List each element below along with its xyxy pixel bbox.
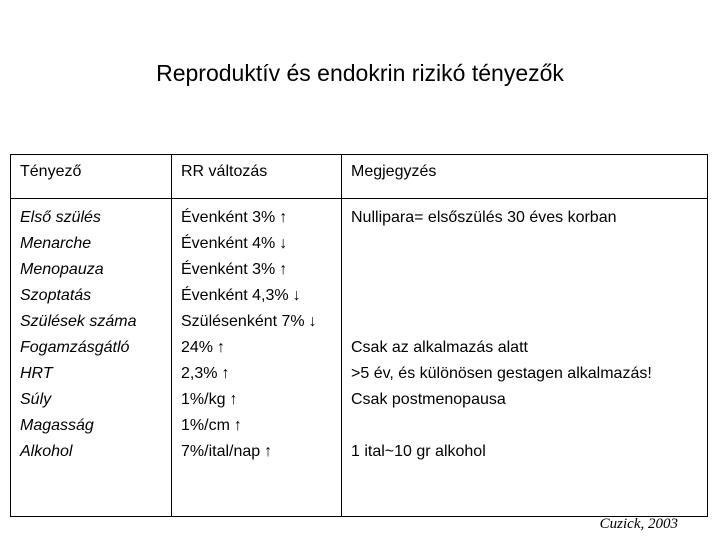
table-body-row xyxy=(11,199,708,517)
header-note: Megjegyzés xyxy=(342,155,708,199)
note-item: 1 ital~10 gr alkohol xyxy=(351,443,486,460)
note-item: >5 év, és különösen gestagen alkalmazás! xyxy=(351,365,652,382)
citation: Cuzick, 2003 xyxy=(599,516,678,532)
arrow-down-icon: ↓ xyxy=(308,313,317,330)
rr-change-value: Évenként 4% xyxy=(181,235,276,252)
note-column xyxy=(342,199,708,517)
rr-change-value: Szülésenként 7% xyxy=(181,313,305,330)
table-header-row xyxy=(11,155,708,199)
factor-item: Fogamzásgátló xyxy=(20,339,130,356)
rr-change-column xyxy=(172,199,342,517)
rr-change-item xyxy=(181,387,341,413)
note-item xyxy=(351,257,707,283)
rr-change-value: Évenként 4,3% xyxy=(181,287,289,304)
arrow-up-icon: ↑ xyxy=(279,209,288,226)
note-item xyxy=(351,309,707,335)
rr-change-value: Évenként 3% xyxy=(181,261,276,278)
note-item xyxy=(351,231,707,257)
note-item xyxy=(351,413,707,439)
header-rr-change: RR változás xyxy=(172,155,342,199)
factor-item: Szülések száma xyxy=(20,313,137,330)
note-item: Csak postmenopausa xyxy=(351,391,506,408)
rr-change-item xyxy=(181,413,341,439)
risk-factor-table xyxy=(10,154,708,517)
arrow-down-icon: ↓ xyxy=(279,235,288,252)
rr-change-item xyxy=(181,283,341,309)
rr-change-item xyxy=(181,439,341,465)
rr-change-value: 7%/ital/nap xyxy=(181,443,261,460)
factor-item: Menarche xyxy=(20,235,92,252)
rr-change-value: 2,3% xyxy=(181,365,218,382)
rr-change-item xyxy=(181,231,341,257)
rr-change-value: 1%/cm xyxy=(181,417,230,434)
factor-item: Magasság xyxy=(20,417,94,434)
arrow-up-icon: ↑ xyxy=(264,443,273,460)
rr-change-item xyxy=(181,309,341,335)
arrow-up-icon: ↑ xyxy=(221,365,230,382)
arrow-up-icon: ↑ xyxy=(279,261,288,278)
rr-change-item xyxy=(181,335,341,361)
factor-item: Szoptatás xyxy=(20,287,92,304)
arrow-up-icon: ↑ xyxy=(229,391,238,408)
arrow-down-icon: ↓ xyxy=(292,287,301,304)
rr-change-value: 1%/kg xyxy=(181,391,226,408)
note-item xyxy=(351,283,707,309)
factor-item: Alkohol xyxy=(20,443,73,460)
rr-change-item xyxy=(181,257,341,283)
note-item: Csak az alkalmazás alatt xyxy=(351,339,528,356)
rr-change-item xyxy=(181,205,341,231)
factor-column xyxy=(11,199,172,517)
factor-item: HRT xyxy=(20,365,53,382)
arrow-up-icon: ↑ xyxy=(233,417,242,434)
note-item: Nullipara= elsőszülés 30 éves korban xyxy=(351,209,617,226)
header-factor: Tényező xyxy=(11,155,172,199)
factor-item: Első szülés xyxy=(20,209,101,226)
rr-change-value: Évenként 3% xyxy=(181,209,276,226)
factor-item: Súly xyxy=(20,391,52,408)
factor-item: Menopauza xyxy=(20,261,104,278)
rr-change-item xyxy=(181,361,341,387)
arrow-up-icon: ↑ xyxy=(217,339,226,356)
slide-title: Reproduktív és endokrin rizikó tényezők xyxy=(156,60,564,86)
rr-change-value: 24% xyxy=(181,339,214,356)
